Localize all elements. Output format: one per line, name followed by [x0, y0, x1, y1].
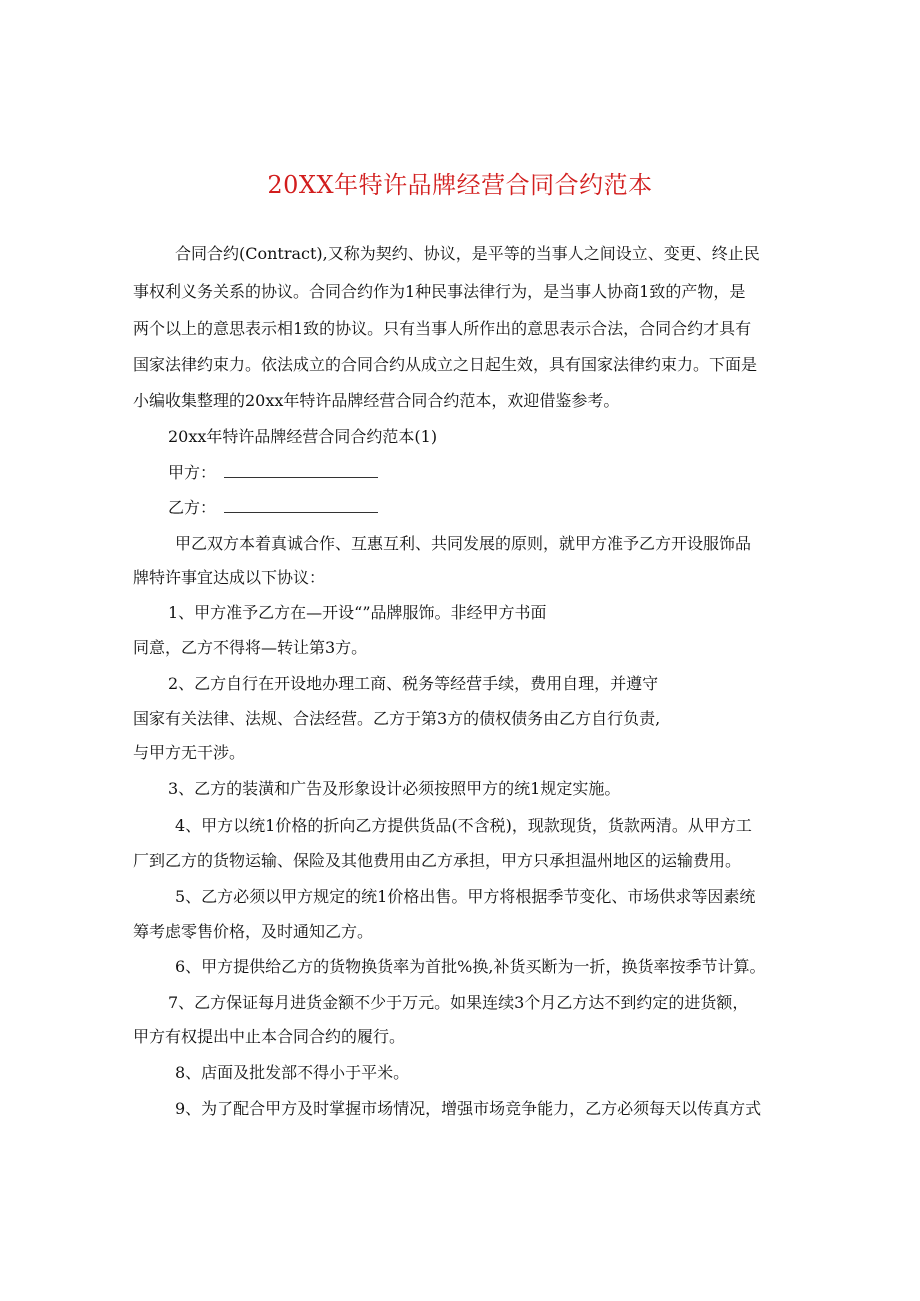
clause-line: 4、甲方以统1价格的折向乙方提供货品(不含税)，现款现货，货款两清。从甲方工 [175, 816, 752, 835]
clause-line: 甲方有权提出中止本合同合约的履行。 [133, 1027, 406, 1046]
clause-line: 厂到乙方的货物运输、保险及其他费用由乙方承担，甲方只承担温州地区的运输费用。 [133, 851, 742, 870]
party-b-label: 乙方： [168, 498, 217, 517]
clause-line: 7、乙方保证每月进货金额不少于万元。如果连续3个月乙方达不到约定的进货额， [168, 993, 749, 1012]
clause-line: 与甲方无干涉。 [133, 743, 246, 762]
party-b-blank [224, 498, 378, 513]
intro-line: 合同合约(Contract),又称为契约、协议，是平等的当事人之间设立、变更、终止民 [175, 244, 760, 263]
clause-line: 9、为了配合甲方及时掌握市场情况，增强市场竞争能力，乙方必须每天以传真方式 [175, 1099, 762, 1118]
party-b-row [168, 497, 378, 519]
clause-line: 筹考虑零售价格，及时通知乙方。 [133, 922, 374, 941]
clause-line: 5、乙方必须以甲方规定的统1价格出售。甲方将根据季节变化、市场供求等因素统 [175, 887, 756, 906]
section-heading: 20xx年特许品牌经营合同合约范本(1) [168, 427, 438, 446]
intro-line: 事权利义务关系的协议。合同合约作为1种民事法律行为，是当事人协商1致的产物，是 [133, 282, 746, 301]
document-title: 20XX年特许品牌经营合同合约范本 [267, 171, 653, 199]
party-a-row [168, 462, 378, 484]
clause-line: 1、甲方准予乙方在—开设“”品牌服饰。非经甲方书面 [168, 603, 547, 622]
intro-line: 国家法律约束力。依法成立的合同合约从成立之日起生效，具有国家法律约束力。下面是 [133, 355, 758, 374]
clause-line: 3、乙方的装潢和广告及形象设计必须按照甲方的统1规定实施。 [168, 779, 621, 798]
clause-line: 国家有关法律、法规、合法经营。乙方于第3方的债权债务由乙方自行负责, [133, 709, 661, 728]
party-a-blank [224, 463, 378, 478]
clause-line: 8、店面及批发部不得小于平米。 [175, 1063, 410, 1082]
intro-line: 小编收集整理的20xx年特许品牌经营合同合约范本，欢迎借鉴参考。 [133, 391, 620, 410]
clause-line: 6、甲方提供给乙方的货物换货率为首批%换,补货买断为一折，换货率按季节计算。 [175, 957, 766, 976]
clause-line: 2、乙方自行在开设地办理工商、税务等经营手续，费用自理，并遵守 [168, 674, 659, 693]
clause-line: 同意，乙方不得将—转让第3方。 [133, 638, 368, 657]
party-a-label: 甲方： [168, 463, 217, 482]
intro-line: 两个以上的意思表示相1致的协议。只有当事人所作出的意思表示合法，合同合约才具有 [133, 319, 752, 338]
preamble-line: 甲乙双方本着真诚合作、互惠互利、共同发展的原则，就甲方准予乙方开设服饰品 [175, 534, 752, 553]
preamble-line: 牌特许事宜达成以下协议： [133, 568, 326, 587]
